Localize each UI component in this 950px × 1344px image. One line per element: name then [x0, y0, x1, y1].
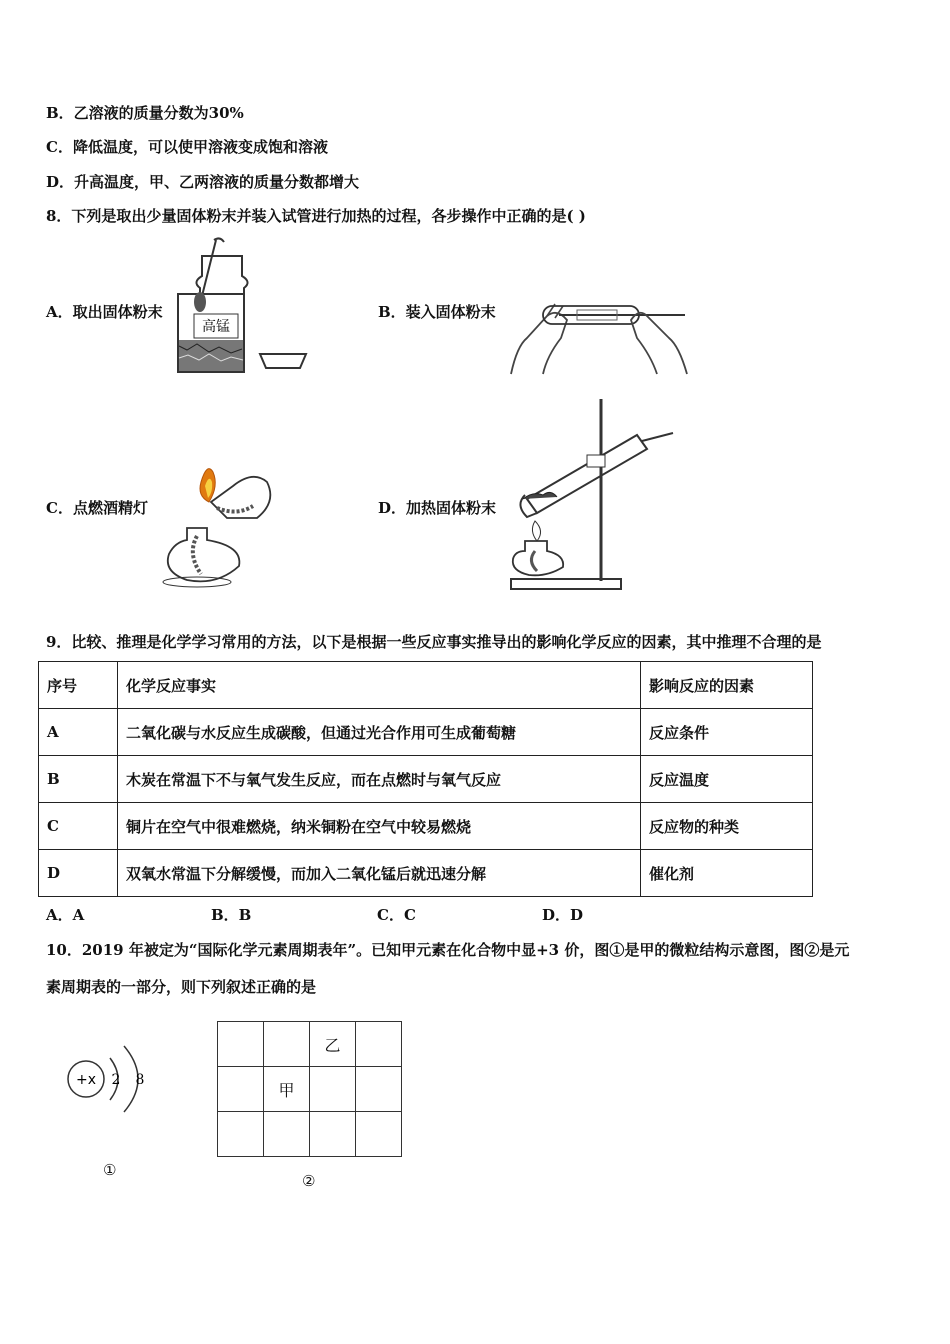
header-factor: 影响反应的因素 — [641, 662, 813, 709]
q8-option-d: D．加热固体粉末 — [378, 499, 497, 517]
q9-table — [38, 661, 813, 897]
header-fact: 化学反应事实 — [118, 662, 641, 709]
q7-option-d: D．升高温度，甲、乙两溶液的质量分数都增大 — [46, 173, 360, 191]
grid-cell — [264, 1112, 310, 1157]
q7-option-b: B．乙溶液的质量分数为30% — [46, 104, 244, 122]
q7-option-c: C．降低温度，可以使甲溶液变成饱和溶液 — [46, 138, 328, 156]
q8-stem: 8．下列是取出少量固体粉末并装入试管进行加热的过程，各步操作中正确的是( ) — [46, 207, 586, 225]
row-b-fact: 木炭在常温下不与氧气发生反应，而在点燃时与氧气反应 — [118, 756, 641, 803]
header-index: 序号 — [39, 662, 118, 709]
q10-stem-line2: 素周期表的一部分，则下列叙述正确的是 — [46, 978, 317, 996]
grid-cell-yi: 乙 — [310, 1022, 356, 1067]
table-header-row — [39, 662, 813, 709]
shell-1-electrons: 2 — [111, 1072, 121, 1088]
q9-choice-a: A．A — [46, 906, 85, 924]
grid-cell — [356, 1067, 402, 1112]
table-row — [39, 756, 813, 803]
grid-cell — [356, 1022, 402, 1067]
row-c-index: C — [39, 803, 118, 850]
q9-stem: 9．比较、推理是化学学习常用的方法，以下是根据一些反应事实推导出的影响化学反应的因素，其中推理不合理的是 — [46, 633, 822, 651]
grid-cell — [218, 1022, 264, 1067]
grid-cell — [264, 1022, 310, 1067]
table-row — [39, 803, 813, 850]
figure-1-label: ① — [103, 1161, 117, 1179]
bottle-label: 高锰 — [202, 319, 230, 335]
heating-setup-figure — [507, 395, 677, 593]
shell-2-electrons: 8 — [135, 1072, 145, 1088]
row-b-index: B — [39, 756, 118, 803]
row-b-factor: 反应温度 — [641, 756, 813, 803]
grid-cell-jia: 甲 — [264, 1067, 310, 1112]
q9-choice-d: D．D — [542, 906, 584, 924]
grid-cell — [218, 1112, 264, 1157]
atom-structure-diagram — [62, 1036, 172, 1126]
row-c-factor: 反应物的种类 — [641, 803, 813, 850]
q8-option-c: C．点燃酒精灯 — [46, 499, 148, 517]
powder-bottle-figure — [172, 236, 312, 378]
grid-cell — [310, 1067, 356, 1112]
tube-loading-figure — [507, 286, 692, 376]
row-d-fact: 双氧水常温下分解缓慢，而加入二氧化锰后就迅速分解 — [118, 850, 641, 897]
table-row — [39, 709, 813, 756]
q9-choice-c: C．C — [377, 906, 416, 924]
row-c-fact: 铜片在空气中很难燃烧，纳米铜粉在空气中较易燃烧 — [118, 803, 641, 850]
grid-cell — [218, 1067, 264, 1112]
q10-stem-line1: 10．2019 年被定为“国际化学元素周期表年”。已知甲元素在化合物中显+3 价，图①是甲的微粒结构示意图，图②是元 — [46, 941, 850, 959]
periodic-table-fragment — [217, 1021, 402, 1157]
lamp-lighting-figure — [157, 462, 282, 590]
row-a-index: A — [39, 709, 118, 756]
q8-option-b: B．装入固体粉末 — [378, 303, 496, 321]
row-a-factor: 反应条件 — [641, 709, 813, 756]
figure-2-label: ② — [302, 1172, 316, 1190]
row-d-factor: 催化剂 — [641, 850, 813, 897]
row-a-fact: 二氧化碳与水反应生成碳酸，但通过光合作用可生成葡萄糖 — [118, 709, 641, 756]
table-row — [39, 850, 813, 897]
q9-choice-b: B．B — [211, 906, 252, 924]
row-d-index: D — [39, 850, 118, 897]
grid-cell — [310, 1112, 356, 1157]
grid-cell — [356, 1112, 402, 1157]
q8-option-a: A．取出固体粉末 — [46, 303, 163, 321]
nucleus-charge: +x — [75, 1072, 97, 1088]
